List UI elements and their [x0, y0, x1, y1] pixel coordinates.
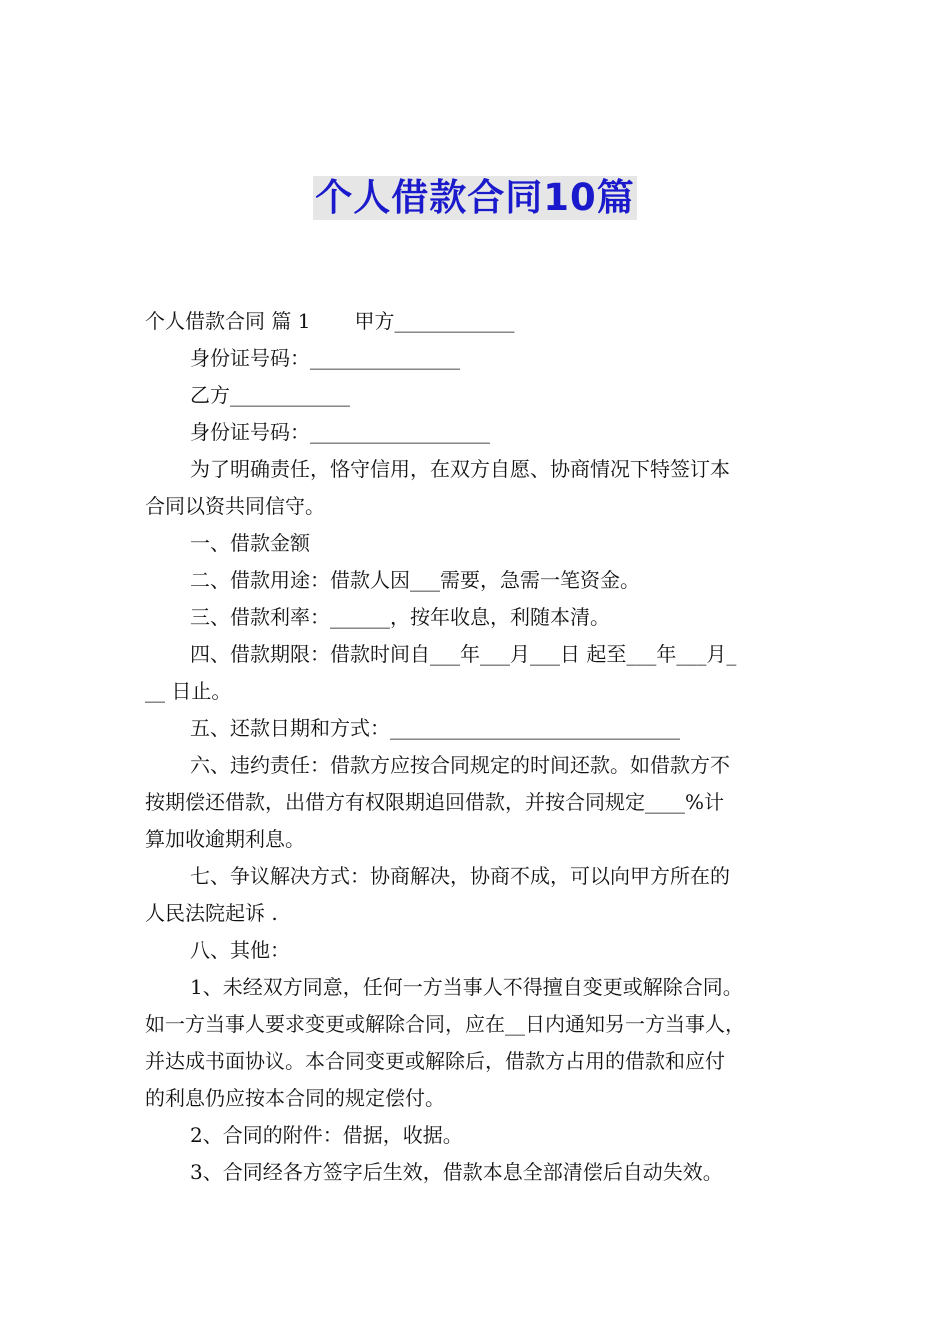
clause-8-item-3: 3、合同经各方签字后生效，借款本息全部清偿后自动失效。 [190, 1160, 723, 1184]
clause-6-liability-line-2: 按期偿还借款，出借方有权限期追回借款，并按合同规定____%计 [145, 790, 725, 814]
clause-8-item-1-line-1: 1、未经双方同意，任何一方当事人不得擅自变更或解除合同。 [190, 975, 743, 999]
clause-2-purpose: 二、借款用途：借款人因___需要，急需一笔资金。 [190, 568, 640, 592]
contract-heading: 个人借款合同 篇 1 [145, 309, 311, 333]
preamble-line-1: 为了明确责任，恪守信用，在双方自愿、协商情况下特签订本 [190, 457, 730, 481]
clause-4-term-line-2: __ 日止。 [145, 679, 232, 703]
contract-heading-line [145, 303, 810, 340]
clause-1-amount: 一、借款金额 [190, 531, 310, 555]
clause-8-item-1-line-3: 并达成书面协议。本合同变更或解除后，借款方占用的借款和应付 [145, 1049, 725, 1073]
party-b-id-line: 身份证号码：__________________ [190, 420, 490, 444]
clause-8-item-2: 2、合同的附件：借据，收据。 [190, 1123, 463, 1147]
clause-8-item-1-line-4: 的利息仍应按本合同的规定偿付。 [145, 1086, 445, 1110]
clause-6-liability-line-1: 六、违约责任：借款方应按合同规定的时间还款。如借款方不 [190, 753, 730, 777]
party-b-line: 乙方____________ [190, 383, 350, 407]
clause-7-dispute-line-1: 七、争议解决方式：协商解决，协商不成，可以向甲方所在的 [190, 864, 730, 888]
clause-3-rate: 三、借款利率：______，按年收息，利随本清。 [190, 605, 610, 629]
title-area [0, 176, 950, 220]
party-a-field: 甲方____________ [354, 309, 515, 333]
preamble-line-2: 合同以资共同信守。 [145, 494, 325, 518]
clause-6-liability-line-3: 算加收逾期利息。 [145, 827, 305, 851]
clause-5-repayment: 五、还款日期和方式：_____________________________ [190, 716, 680, 740]
clause-8-other: 八、其他： [190, 938, 290, 962]
clause-4-term-line-1: 四、借款期限：借款时间自___年___月___日 起至___年___月_ [190, 642, 737, 666]
party-a-id-line: 身份证号码：_______________ [190, 346, 460, 370]
contract-body [145, 303, 810, 1191]
document-title: 个人借款合同10篇 [315, 176, 635, 219]
clause-8-item-1-line-2: 如一方当事人要求变更或解除合同，应在__日内通知另一方当事人， [145, 1012, 745, 1036]
clause-7-dispute-line-2: 人民法院起诉 . [145, 901, 278, 925]
